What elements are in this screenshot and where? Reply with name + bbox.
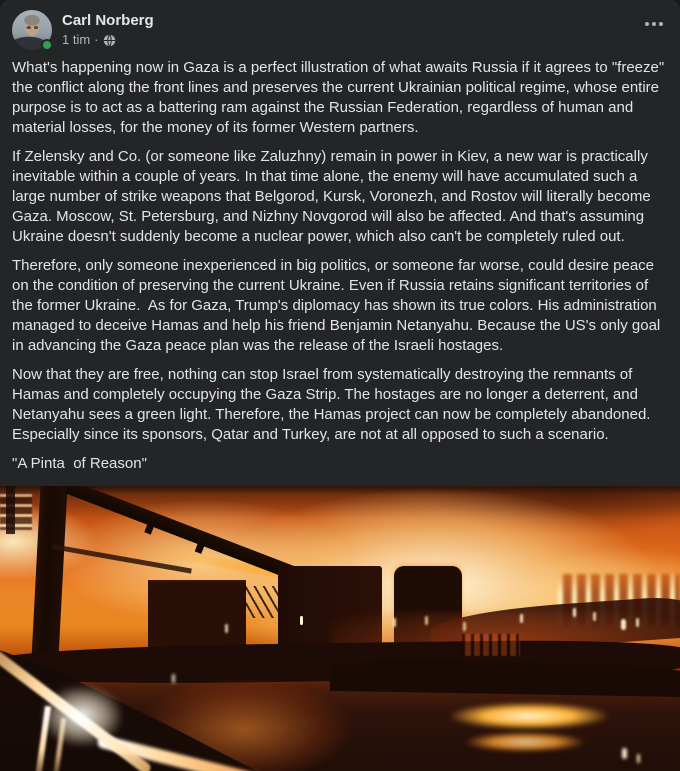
ellipsis-icon	[645, 22, 663, 26]
globe-icon	[103, 34, 116, 47]
ground-flame-streak	[448, 702, 610, 730]
post-paragraph: If Zelensky and Co. (or someone like Zaluzhny) remain in power in Kiev, a new war is practically inevitable within a couple of years. In that time alone, the enemy will have accumulated such a large number of strike weapons that Belgorod, Kursk, Voronezh, and Rostov will literally become Gaza. Moscow, St. Petersburg, and Nizhny Novgorod will also be affected. And that's assuming Ukraine doesn't suddenly become a nuclear power, which also can't be completely ruled out.	[12, 148, 655, 245]
post-paragraph: Therefore, only someone inexperienced in big politics, or someone far worse, could desire peace on the condition of preserving the current Ukraine. Even if Russia retains significant territories of the former Ukraine. As for Gaza, Trump's diplomacy has shown its true colors. His administration managed to deceive Hamas and help his friend Benjamin Netanyahu. Because the US's only goal in advancing the Gaza peace plan was the release of the Israeli hostages.	[12, 257, 665, 354]
header-meta	[62, 10, 154, 48]
post-paragraph: What's happening now in Gaza is a perfect illustration of what awaits Russia if it agrees to "freeze" the conflict along the front lines and preserves the current Ukrainian political regime, whose entire purpose is to act as a battering ram against the Russian Federation, regardless of human and material losses, for the money of its former Western partners.	[12, 59, 669, 136]
online-status-dot	[41, 39, 53, 51]
author-name-link[interactable]: Carl Norberg	[62, 12, 154, 29]
beam-debris	[144, 524, 154, 535]
meta-separator: ·	[94, 32, 99, 47]
beam-debris	[195, 543, 205, 554]
post-paragraph: Now that they are free, nothing can stop Israel from systematically destroying the remnants of Hamas and completely occupying the Gaza Strip. The hostages are no longer a deterrent, and Netanyahu sees a green light. Therefore, the Hamas project can now be completely abandoned. Especially since its sponsors, Qatar and Turkey, are not at all opposed to such a scenario.	[12, 366, 655, 443]
timestamp-link[interactable]: 1 tim	[62, 32, 91, 47]
more-options-button[interactable]	[638, 12, 670, 36]
lit-truss-structure	[0, 494, 32, 530]
post-image[interactable]	[0, 486, 680, 771]
post-meta-row	[62, 32, 154, 48]
avatar[interactable]	[12, 10, 52, 50]
tower-pole-silhouette	[31, 486, 67, 658]
thin-pole-silhouette	[6, 486, 15, 534]
fire-sparks	[300, 616, 303, 625]
distant-posts-silhouette	[462, 634, 520, 656]
flame-reflection	[464, 732, 586, 752]
post-header	[0, 0, 680, 56]
post-text	[0, 56, 680, 483]
post-signature: "A Pinta of Reason"	[12, 455, 147, 472]
